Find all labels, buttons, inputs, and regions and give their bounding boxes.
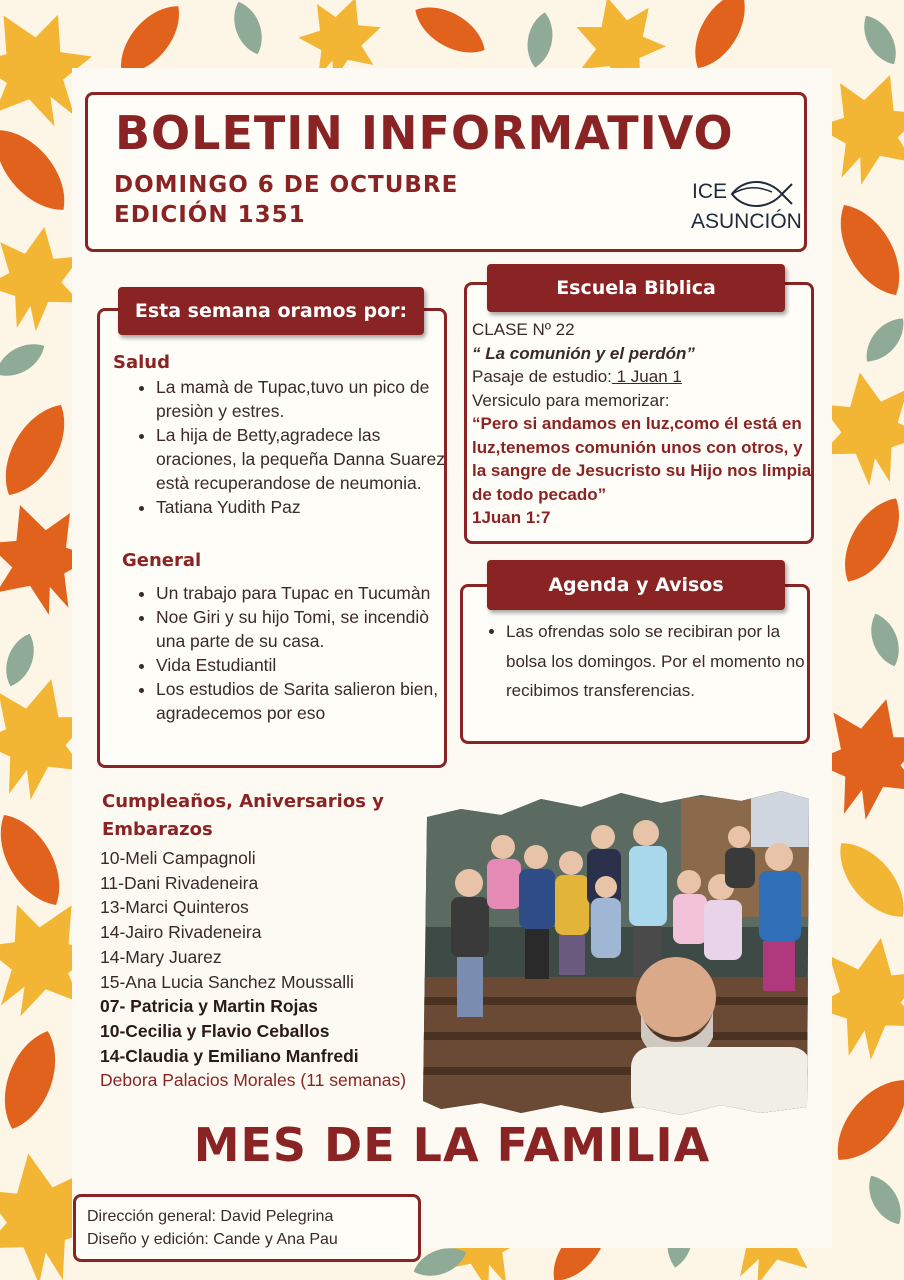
list-item: 07- Patricia y Martin Rojas bbox=[100, 996, 318, 1017]
study-passage-label: Pasaje de estudio: bbox=[472, 367, 612, 386]
credits-box bbox=[73, 1194, 421, 1262]
logo-text-asuncion: ASUNCIÓN bbox=[691, 210, 802, 233]
list-item: • Las ofrendas solo se recibiran por la bolsa los domingos. Por el momento no recibimos transferencias. bbox=[506, 617, 816, 706]
memory-verse-ref: 1Juan 1:7 bbox=[472, 508, 551, 527]
prayer-heading: Esta semana oramos por: bbox=[118, 287, 424, 335]
agenda-heading: Agenda y Avisos bbox=[487, 560, 785, 610]
class-number: CLASE Nº 22 bbox=[472, 320, 575, 339]
memory-verse: “Pero si andamos en luz,como él está en luz,tenemos comunión unos con otros, y la sangre de Jesucristo su Hijo nos limpia de todo pecado” bbox=[472, 414, 812, 504]
prayer-general-list bbox=[134, 581, 456, 725]
credits-design: Diseño y edición: Cande y Ana Pau bbox=[87, 1231, 338, 1248]
birthdays-list bbox=[100, 846, 420, 1093]
list-item: • Los estudios de Sarita salieron bien, agradecemos por eso bbox=[156, 677, 456, 725]
list-item: 15-Ana Lucia Sanchez Moussalli bbox=[100, 971, 354, 992]
fish-icon bbox=[728, 180, 794, 208]
bible-school-heading: Escuela Biblica bbox=[487, 264, 785, 312]
birthdays-heading: Cumpleaños, Aniversarios y Embarazos bbox=[102, 791, 384, 840]
bulletin-title: BOLETIN INFORMATIVO bbox=[115, 106, 734, 160]
logo-text-ice: ICE bbox=[692, 180, 728, 203]
list-item: • Un trabajo para Tupac en Tucumàn bbox=[156, 581, 456, 605]
list-item: Debora Palacios Morales (11 semanas) bbox=[100, 1070, 407, 1091]
prayer-salud-label: Salud bbox=[113, 352, 170, 373]
family-month-banner: MES DE LA FAMILIA bbox=[193, 1118, 711, 1172]
list-item: • Tatiana Yudith Paz bbox=[156, 495, 456, 519]
bible-school-content bbox=[472, 318, 812, 530]
prayer-general-label: General bbox=[122, 550, 202, 571]
list-item: 11-Dani Rivadeneira bbox=[100, 872, 259, 893]
list-item: 14-Claudia y Emiliano Manfredi bbox=[100, 1045, 359, 1066]
list-item: 10-Cecilia y Flavio Ceballos bbox=[100, 1020, 330, 1041]
prayer-salud-list bbox=[134, 375, 456, 519]
credits-director: Dirección general: David Pelegrina bbox=[87, 1208, 334, 1225]
list-item: 14-Mary Juarez bbox=[100, 946, 222, 967]
agenda-list bbox=[484, 617, 816, 706]
list-item: • La mamà de Tupac,tuvo un pico de presiòn y estres. bbox=[156, 375, 456, 423]
church-logo bbox=[688, 178, 802, 240]
list-item: 14-Jairo Rivadeneira bbox=[100, 922, 262, 943]
bulletin-date: DOMINGO 6 DE OCTUBRE bbox=[114, 172, 459, 198]
list-item: • Vida Estudiantil bbox=[156, 653, 456, 677]
list-item: • La hija de Betty,agradece las oraciones, la pequeña Danna Suarez està recuperandose de neumonia. bbox=[156, 423, 456, 495]
study-passage-ref: 1 Juan 1 bbox=[611, 367, 682, 386]
list-item: • Noe Giri y su hijo Tomi, se incendiò una parte de su casa. bbox=[156, 605, 456, 653]
group-photo bbox=[421, 787, 811, 1117]
study-passage bbox=[472, 365, 812, 389]
lesson-title: “ La comunión y el perdón” bbox=[472, 343, 695, 363]
memorize-label: Versiculo para memorizar: bbox=[472, 390, 670, 410]
bulletin-edition: EDICIÓN 1351 bbox=[114, 202, 306, 228]
list-item: 10-Meli Campagnoli bbox=[100, 848, 256, 868]
list-item: 13-Marci Quinteros bbox=[100, 897, 249, 918]
